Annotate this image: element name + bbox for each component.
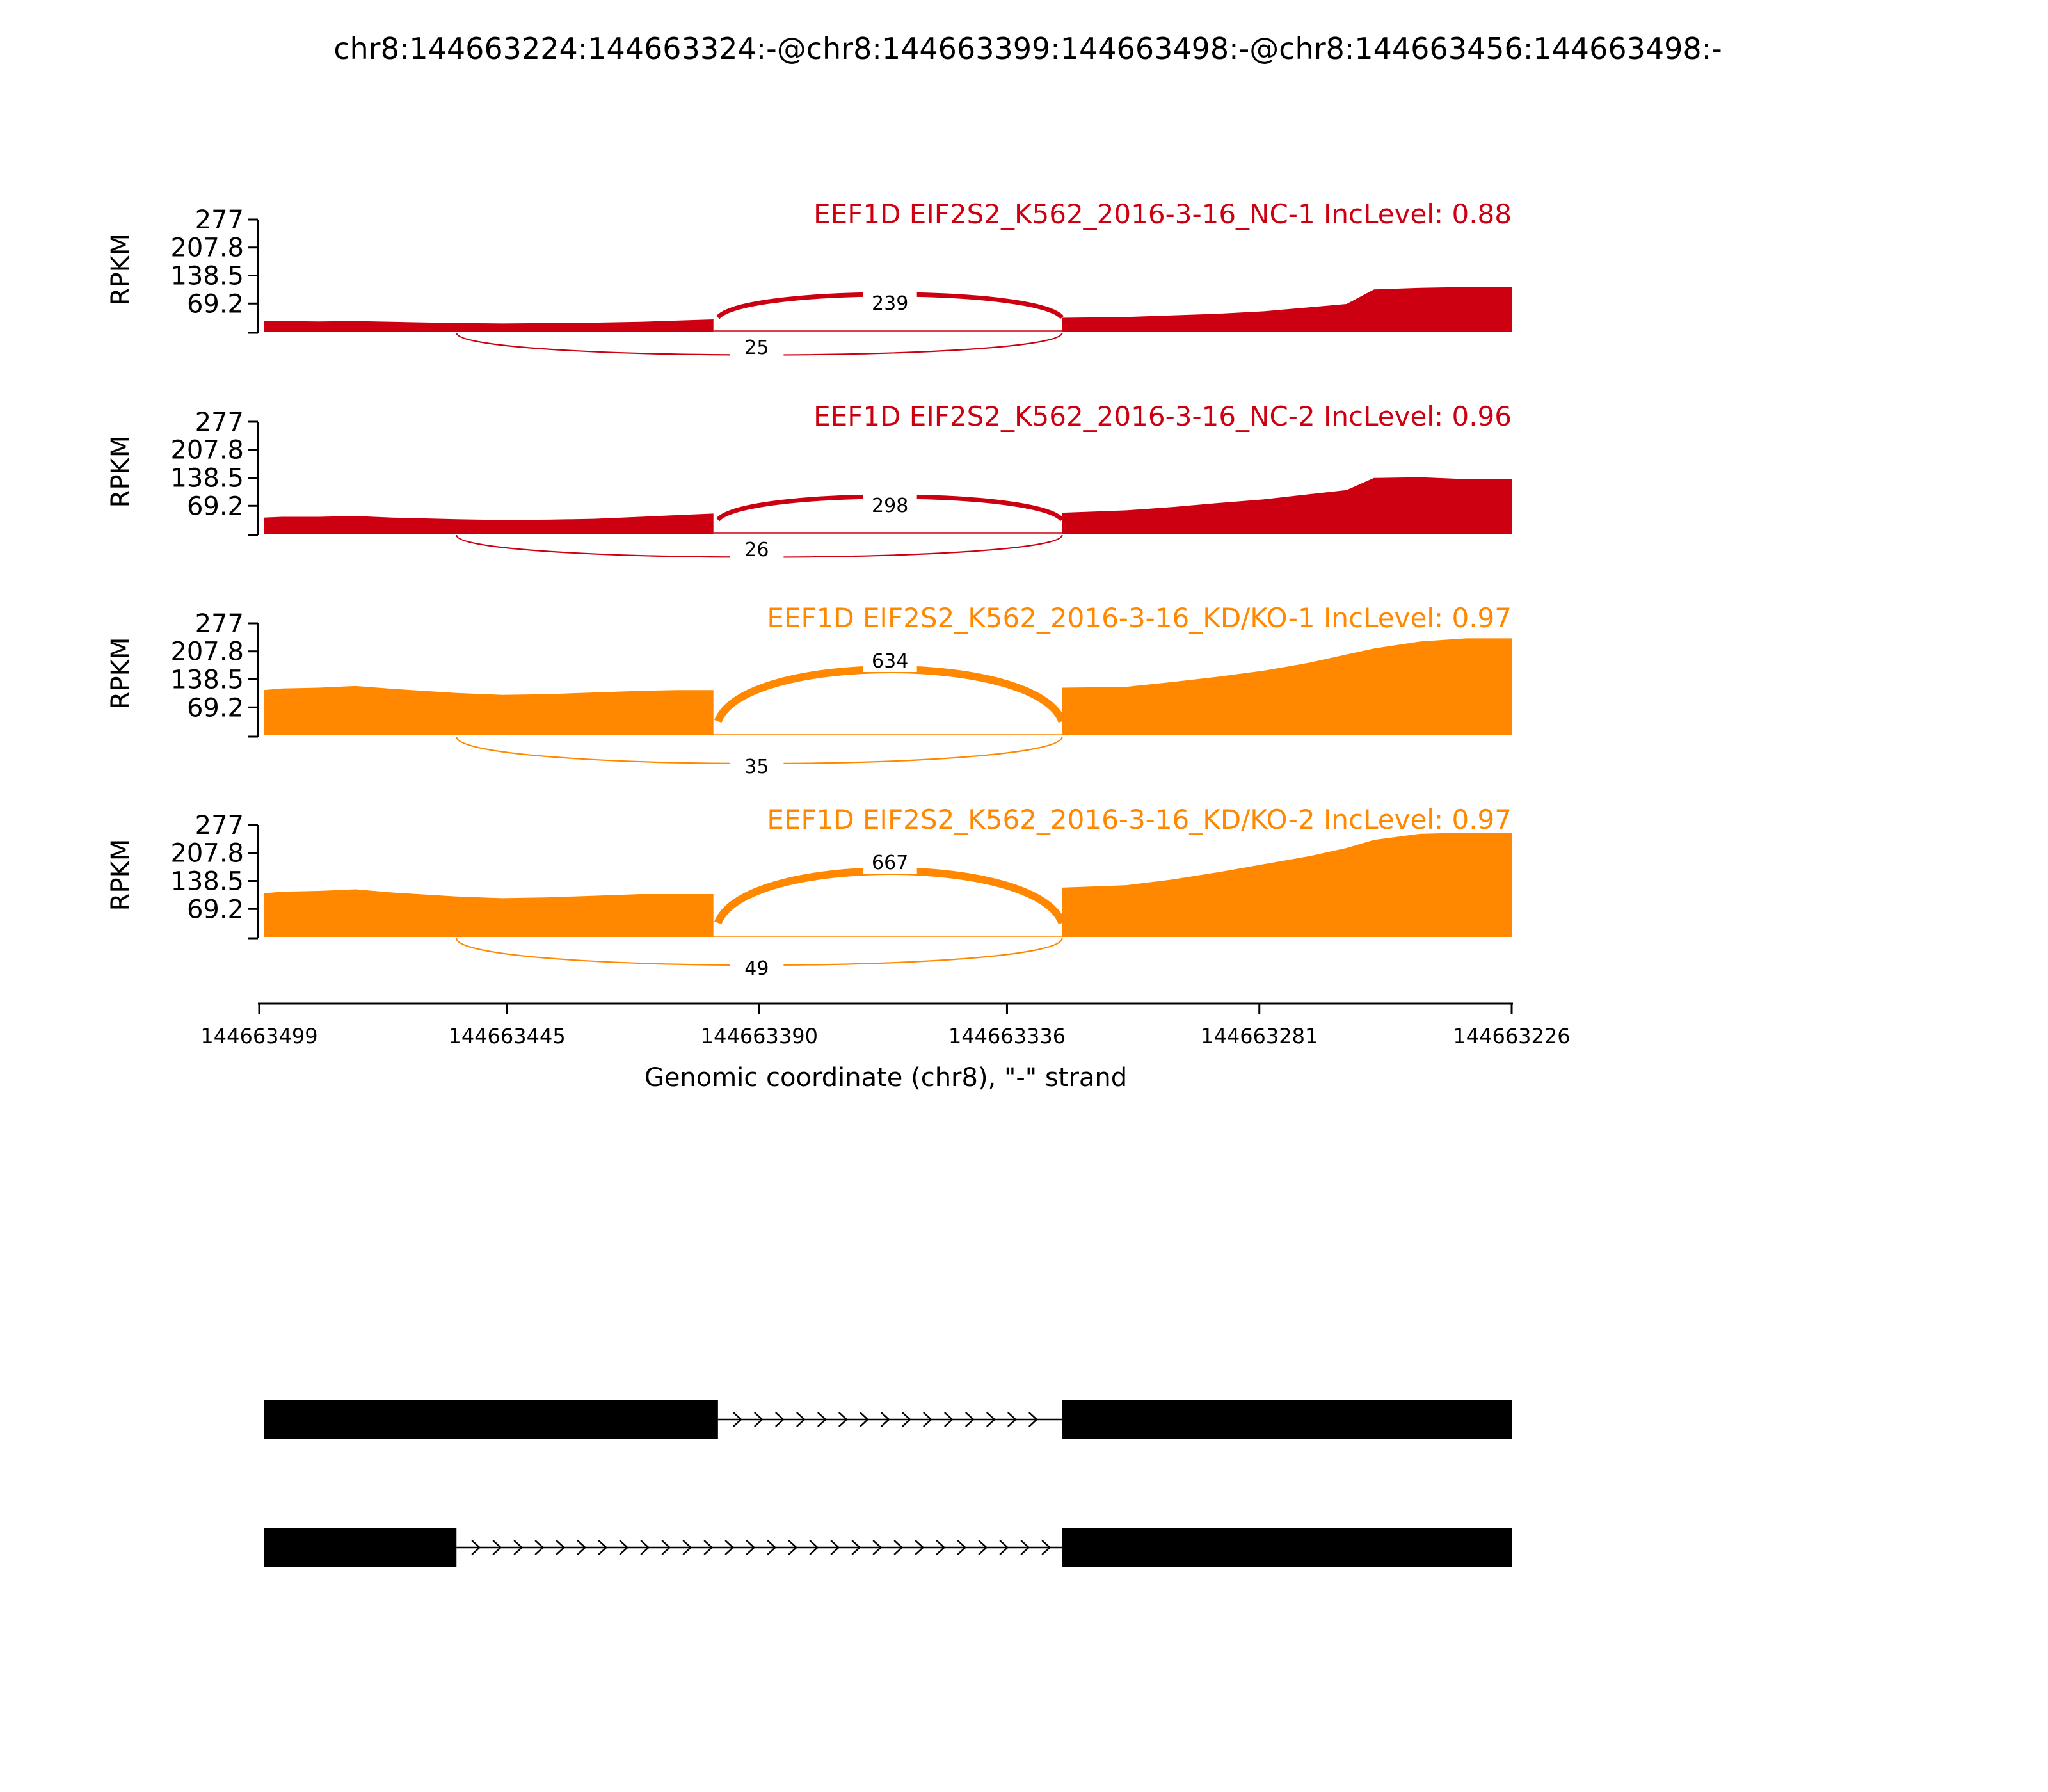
isoform-track [264, 1528, 1512, 1567]
y-tick-label: 277 [195, 609, 244, 639]
series-label: EEF1D EIF2S2_K562_2016-3-16_KD/KO-2 IncLevel: 0.97 [767, 804, 1512, 835]
x-tick-label: 144663499 [200, 1024, 318, 1048]
series-label: EEF1D EIF2S2_K562_2016-3-16_NC-1 IncLevel: 0.88 [813, 198, 1512, 230]
exon-block [1062, 1528, 1512, 1567]
y-tick-label: 207.8 [170, 637, 244, 667]
y-tick-label: 69.2 [186, 895, 244, 925]
x-tick-label: 144663281 [1201, 1024, 1318, 1048]
y-tick-label: 138.5 [170, 463, 244, 493]
y-tick-label: 138.5 [170, 867, 244, 897]
junction-arc [718, 669, 1062, 721]
coverage-panels [106, 198, 1512, 980]
y-tick-label: 69.2 [186, 492, 244, 522]
coverage-area [264, 890, 713, 938]
series-label: EEF1D EIF2S2_K562_2016-3-16_NC-2 IncLevel: 0.96 [813, 401, 1512, 432]
isoform-tracks [264, 1400, 1512, 1567]
coverage-area [1062, 477, 1512, 534]
exon-block [264, 1400, 718, 1439]
coverage-panel [106, 602, 1512, 778]
x-tick-label: 144663390 [700, 1024, 818, 1048]
junction-count: 26 [744, 539, 769, 561]
junction-count: 49 [744, 957, 769, 980]
coverage-panel [106, 401, 1512, 561]
coverage-area [1062, 638, 1512, 735]
coverage-area [264, 513, 713, 534]
x-axis-label: Genomic coordinate (chr8), "-" strand [644, 1063, 1128, 1092]
isoform-track [264, 1400, 1512, 1439]
y-tick-label: 207.8 [170, 233, 244, 263]
coverage-area [1062, 287, 1512, 332]
coverage-panel [106, 198, 1512, 359]
y-axis-label: RPKM [106, 435, 136, 508]
y-tick-label: 69.2 [186, 693, 244, 723]
x-tick-label: 144663336 [948, 1024, 1066, 1048]
chart-title: chr8:144663224:144663324:-@chr8:144663399:144663498:-@chr8:144663456:144663498:- [333, 31, 1722, 66]
coverage-area [264, 319, 713, 332]
x-axis [200, 1004, 1570, 1048]
junction-count: 239 [872, 292, 909, 315]
junction-count: 634 [872, 650, 909, 673]
junction-count: 25 [744, 337, 769, 359]
x-tick-label: 144663445 [448, 1024, 566, 1048]
coverage-panel [106, 804, 1512, 980]
y-tick-label: 277 [195, 205, 244, 235]
y-tick-label: 277 [195, 408, 244, 437]
junction-count: 298 [872, 495, 909, 517]
exon-block [1062, 1400, 1512, 1439]
y-tick-label: 138.5 [170, 261, 244, 291]
y-tick-label: 207.8 [170, 435, 244, 465]
series-label: EEF1D EIF2S2_K562_2016-3-16_KD/KO-1 IncLevel: 0.97 [767, 602, 1512, 634]
y-axis-label: RPKM [106, 838, 136, 911]
junction-count: 667 [872, 852, 909, 874]
exon-block [264, 1528, 456, 1567]
x-tick-label: 144663226 [1453, 1024, 1571, 1048]
coverage-area [264, 686, 713, 735]
coverage-area [1062, 833, 1512, 937]
y-tick-label: 207.8 [170, 838, 244, 868]
y-axis-label: RPKM [106, 637, 136, 710]
y-tick-label: 138.5 [170, 665, 244, 695]
y-axis-label: RPKM [106, 233, 136, 306]
junction-arc [718, 871, 1062, 923]
y-tick-label: 277 [195, 811, 244, 840]
y-tick-label: 69.2 [186, 289, 244, 319]
junction-count: 35 [744, 756, 769, 778]
